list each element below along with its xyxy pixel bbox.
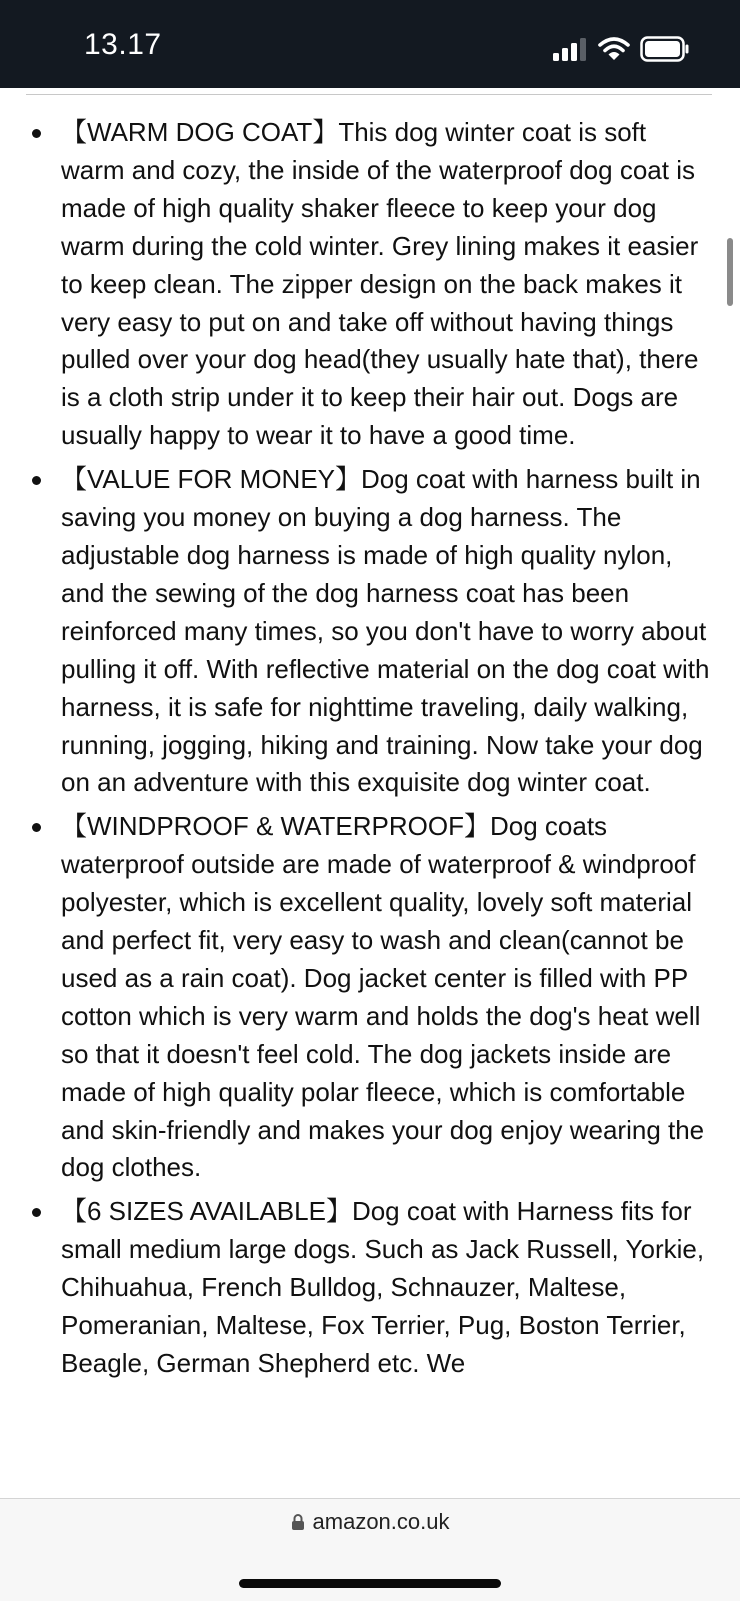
- battery-icon: [640, 36, 690, 62]
- home-indicator[interactable]: [239, 1579, 501, 1588]
- signal-icon: [552, 37, 588, 61]
- lock-icon: [291, 1513, 305, 1531]
- feature-bullet-list: [0, 114, 711, 1389]
- browser-bottom-bar: [0, 1498, 740, 1601]
- divider: [26, 94, 712, 95]
- feature-bullet: 【VALUE FOR MONEY】Dog coat with harness built in saving you money on buying a dog harness. The adjustable dog harness is made of high quality nylon, and the sewing of the dog harness coat has been reinforced many times, so you don't have to worry about pulling it off. With reflective material on the dog coat with harness, it is safe for nighttime traveling, daily walking, running, jogging, hiking and training. Now take your dog on an adventure with this exquisite dog winter coat.: [61, 461, 711, 802]
- feature-bullet: 【WINDPROOF & WATERPROOF】Dog coats waterproof outside are made of waterproof & windproof polyester, which is excellent quality, lovely soft material and perfect fit, very easy to wash and clean(cannot be used as a rain coat). Dog jacket center is filled with PP cotton which is very warm and holds the dog's heat well so that it doesn't feel cold. The dog jackets inside are made of high quality polar fleece, which is comfortable and skin-friendly and makes your dog enjoy wearing the dog clothes.: [61, 808, 711, 1187]
- status-time: 13.17: [84, 28, 162, 61]
- product-description-area[interactable]: [0, 88, 740, 1498]
- status-bar: [0, 0, 740, 88]
- scrollbar-thumb[interactable]: [727, 238, 733, 306]
- wifi-icon: [598, 37, 630, 61]
- status-icons: [552, 34, 690, 64]
- address-bar[interactable]: [0, 1509, 740, 1535]
- url-text: amazon.co.uk: [312, 1509, 450, 1534]
- feature-bullet: 【6 SIZES AVAILABLE】Dog coat with Harness fits for small medium large dogs. Such as Jack Russell, Yorkie, Chihuahua, French Bulldog, Schnauzer, Maltese, Pomeranian, Maltese, Fox Terrier, Pug, Boston Terrier, Beagle, German Shepherd etc. We: [61, 1193, 711, 1383]
- feature-bullet: 【WARM DOG COAT】This dog winter coat is soft warm and cozy, the inside of the waterproof dog coat is made of high quality shaker fleece to keep your dog warm during the cold winter. Grey lining makes it easier to keep clean. The zipper design on the back makes it very easy to put on and take off without having things pulled over your dog head(they usually hate that), there is a cloth strip under it to keep their hair out. Dogs are usually happy to wear it to have a good time.: [61, 114, 711, 455]
